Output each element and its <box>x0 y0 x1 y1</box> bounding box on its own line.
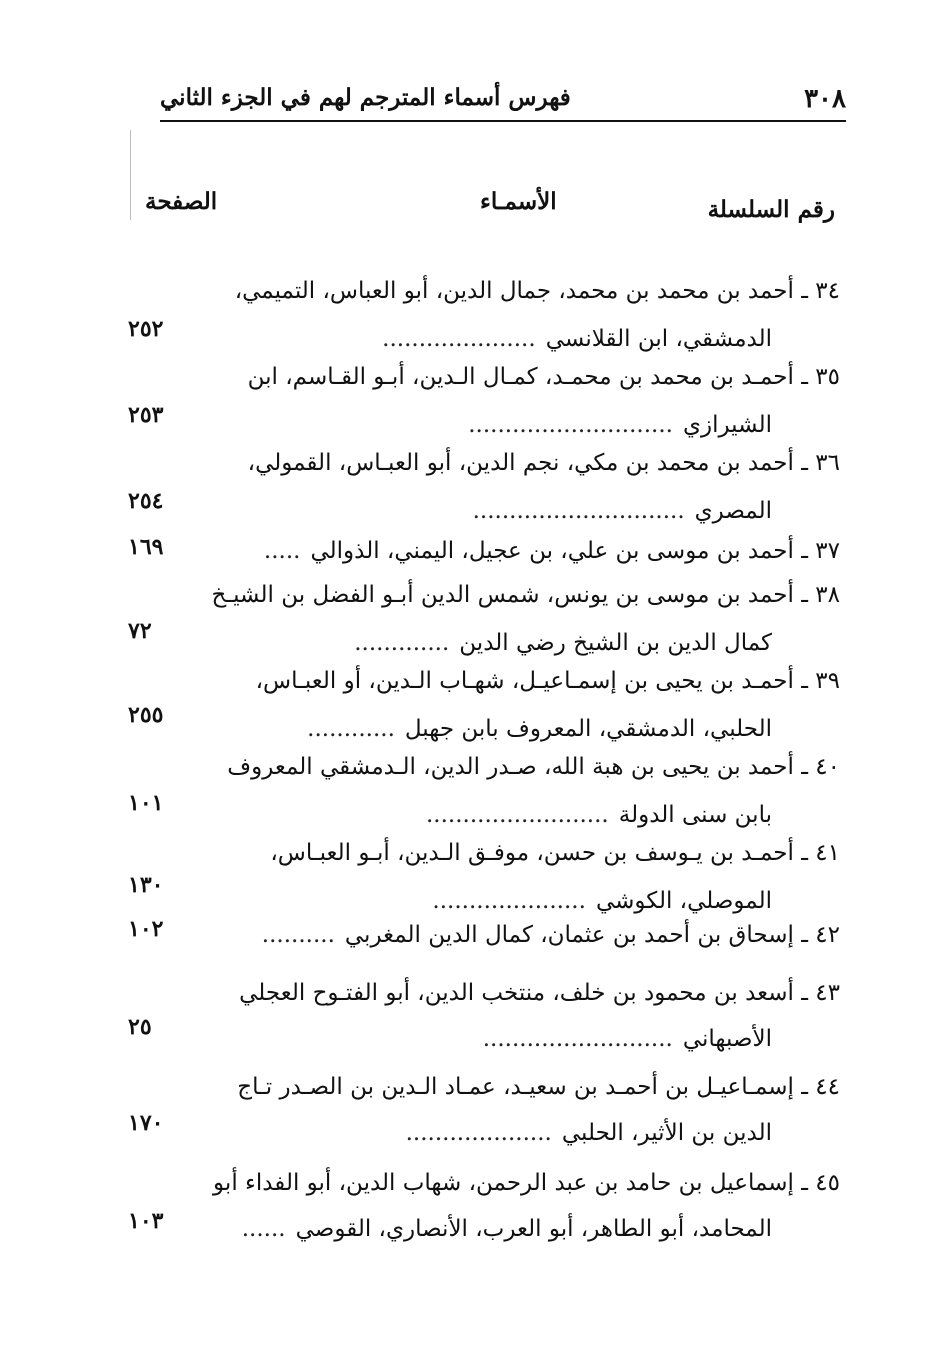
entry-line-1: ٤٤ ـ إسمـاعيـل بن أحمـد بن سعيـد، عمـاد الـدين بن الصـدر تـاج <box>237 1074 840 1100</box>
entry-line-2: المحامد، أبو الطاهر، أبو العرب، الأنصاري، القوصي...... <box>241 1216 772 1242</box>
entry-line-1: ٤٣ ـ أسعد بن محمود بن خلف، منتخب الدين، أبو الفتـوح العجلي <box>239 980 840 1006</box>
entry-page: ١٧٠ <box>128 1110 164 1136</box>
index-entry <box>120 534 840 578</box>
entry-line-1: ٤٥ ـ إسماعيل بن حامد بن عبد الرحمن، شهاب الدين، أبو الفداء أبو <box>213 1170 840 1196</box>
entry-page: ١٣٠ <box>128 872 164 898</box>
entry-line-1-text: ٤٢ ـ إسحاق بن أحمد بن عثمان، كمال الدين المغربي <box>344 922 840 948</box>
index-entry <box>120 364 840 444</box>
running-title: فهرس أسماء المترجم لهم في الجزء الثاني <box>160 84 571 111</box>
entry-line-2-text: الأصبهاني <box>682 1026 772 1052</box>
entry-line-2: الدين بن الأثير، الحلبي.................... <box>405 1120 772 1146</box>
entry-page: ٢٥٢ <box>128 316 164 342</box>
margin-rule <box>130 130 131 220</box>
index-entry <box>120 1074 840 1154</box>
entry-page: ٢٥٥ <box>128 702 164 728</box>
index-entry <box>120 980 840 1060</box>
page-number: ٣٠٨ <box>804 84 846 114</box>
entry-page: ٧٢ <box>128 618 152 644</box>
entry-page: ١٦٩ <box>128 534 164 560</box>
entry-line-1: ٤٢ ـ إسحاق بن أحمد بن عثمان، كمال الدين المغربي.......... <box>261 922 840 948</box>
column-header-serial: رقم السلسلة <box>707 196 835 223</box>
index-entry <box>120 450 840 530</box>
entry-line-1: ٣٤ ـ أحمد بن محمد بن محمد، جمال الدين، أبو العباس، التميمي، <box>234 278 840 304</box>
entry-line-1: ٣٩ ـ أحمـد بن يحيى بن إسمـاعيـل، شهـاب الـدين، أو العبـاس، <box>255 668 840 694</box>
index-entry <box>120 582 840 662</box>
entry-line-2-text: المحامد، أبو الطاهر، أبو العرب، الأنصاري، القوصي <box>295 1216 772 1242</box>
entry-line-2: كمال الدين بن الشيخ رضي الدين............. <box>354 630 772 656</box>
entry-line-1-text: ٣٧ ـ أحمد بن موسى بن علي، بن عجيل، اليمني، الذوالي <box>310 538 840 564</box>
entry-line-2-text: الشيرازي <box>682 412 772 438</box>
column-header-page: الصفحة <box>145 188 218 215</box>
entry-line-2-text: الدمشقي، ابن القلانسي <box>545 326 772 352</box>
index-entry <box>120 1170 840 1250</box>
entry-page: ٢٥٤ <box>128 488 164 514</box>
index-entry <box>120 668 840 748</box>
entry-page: ٢٥ <box>128 1014 152 1040</box>
entry-line-1: ٣٨ ـ أحمد بن موسى بن يونس، شمس الدين أبـو الفضل بن الشيـخ <box>211 582 840 608</box>
index-entry <box>120 916 840 962</box>
entry-line-2: الأصبهاني.......................... <box>482 1026 772 1052</box>
entry-page: ١٠٢ <box>128 916 164 942</box>
index-entry <box>120 278 840 358</box>
entry-line-1: ٤٠ ـ أحمد بن يحيى بن هبة الله، صـدر الدين، الـدمشقي المعروف <box>227 754 840 780</box>
entry-line-1: ٤١ ـ أحمـد بن يـوسف بن حسن، موفـق الـدين، أبـو العبـاس، <box>270 840 840 866</box>
entry-page: ٢٥٣ <box>128 402 164 428</box>
column-header-names: الأسمـاء <box>480 188 557 215</box>
entry-line-2-text: الموصلي، الكوشي <box>595 888 772 914</box>
entry-line-2: الدمشقي، ابن القلانسي..................... <box>382 326 772 352</box>
entry-line-1: ٣٦ ـ أحمد بن محمد بن مكي، نجم الدين، أبو العبـاس، القمولي، <box>247 450 840 476</box>
entry-line-2-text: الدين بن الأثير، الحلبي <box>561 1120 772 1146</box>
entry-line-2-text: بابن سنى الدولة <box>618 802 772 828</box>
entry-line-1: ٣٧ ـ أحمد بن موسى بن علي، بن عجيل، اليمني، الذوالي..... <box>263 538 840 564</box>
index-entry <box>120 840 840 920</box>
entry-line-1: ٣٥ ـ أحمـد بن محمد بن محمـد، كمـال الـدين، أبـو القـاسم، ابن <box>247 364 840 390</box>
entry-page: ١٠١ <box>128 790 164 816</box>
entry-line-2: الحلبي، الدمشقي، المعروف بابن جهبل............ <box>307 716 772 742</box>
entry-line-2: الشيرازي............................ <box>468 412 772 438</box>
entry-line-2: الموصلي، الكوشي..................... <box>432 888 772 914</box>
entry-page: ١٠٣ <box>128 1208 164 1234</box>
entry-line-2-text: كمال الدين بن الشيخ رضي الدين <box>459 630 772 656</box>
entry-line-2-text: الحلبي، الدمشقي، المعروف بابن جهبل <box>404 716 772 742</box>
entry-line-2: المصري............................. <box>472 498 772 524</box>
running-header <box>160 80 846 122</box>
entry-line-2: بابن سنى الدولة......................... <box>425 802 772 828</box>
index-entry <box>120 754 840 834</box>
entry-line-2-text: المصري <box>694 498 772 524</box>
